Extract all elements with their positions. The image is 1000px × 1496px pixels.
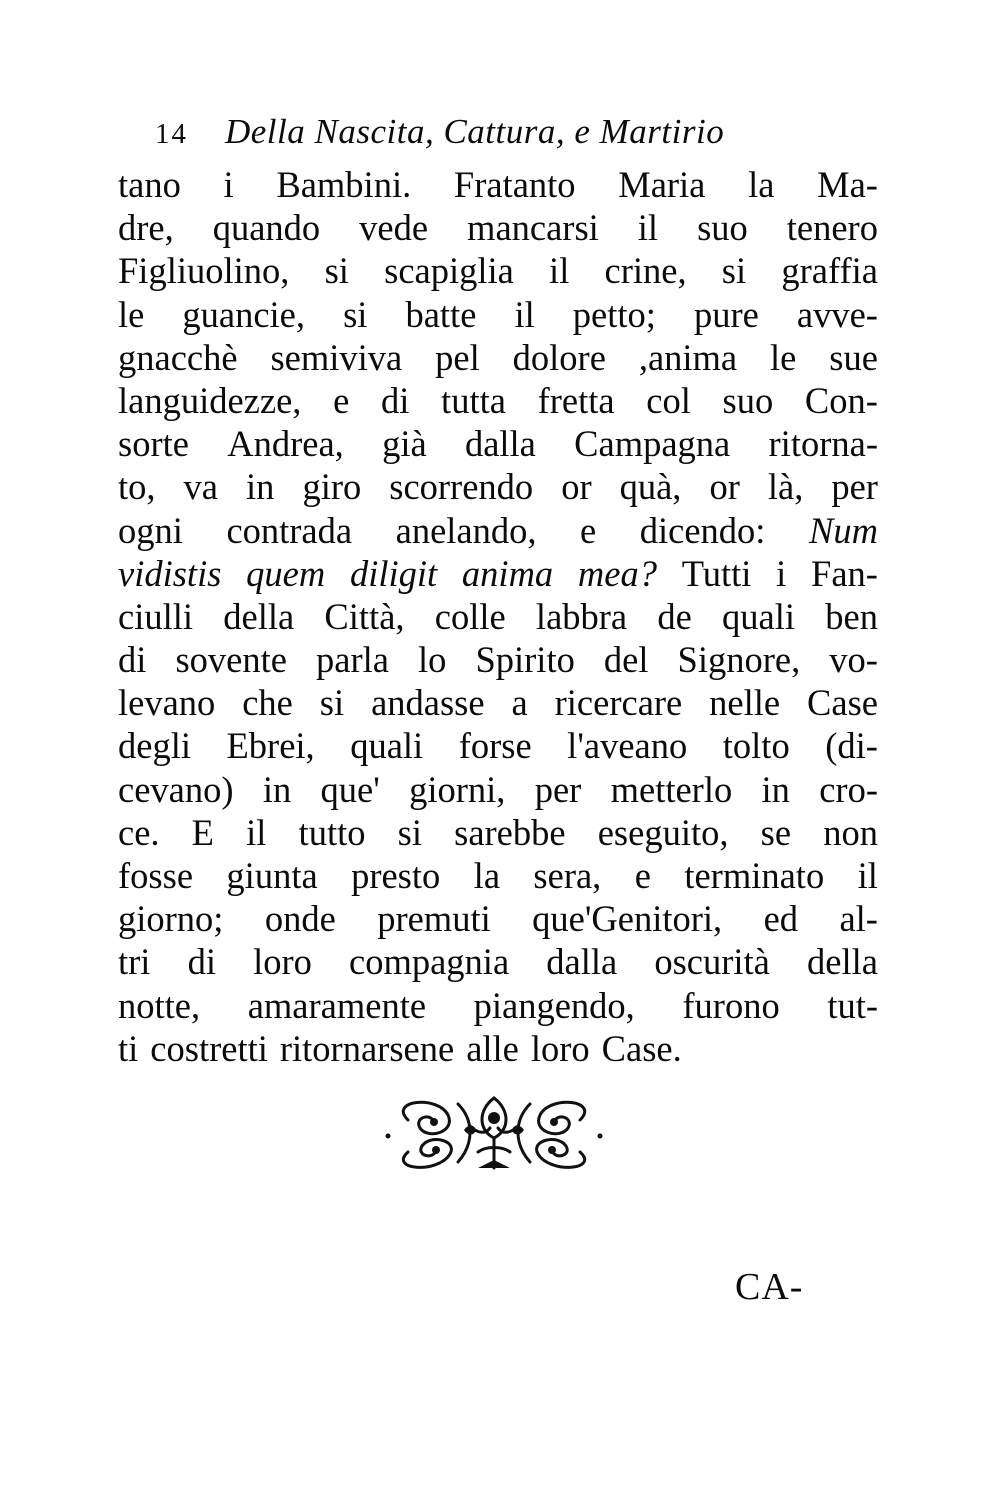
word: non	[823, 811, 878, 853]
word: ti	[118, 1027, 139, 1069]
word: Signore,	[677, 639, 801, 681]
word: si	[324, 250, 349, 292]
word: della	[223, 595, 295, 637]
text-line	[118, 293, 878, 336]
word: Ma-	[817, 164, 878, 205]
word: tano	[118, 164, 181, 205]
word: si	[343, 293, 368, 335]
word: del	[603, 639, 649, 681]
word: in	[761, 768, 790, 810]
word: costretti	[150, 1027, 268, 1069]
word: si	[397, 811, 422, 853]
word: que'Genitori,	[532, 898, 723, 940]
word: Ebrei,	[226, 725, 315, 767]
word: ed	[763, 898, 799, 940]
word: dalla	[464, 423, 536, 465]
word: anima	[461, 552, 554, 594]
word: cevano)	[118, 768, 234, 810]
word: Bambini.	[276, 164, 412, 205]
word: degli	[118, 725, 191, 767]
word: in	[262, 768, 292, 810]
word: gnacchè	[118, 336, 238, 378]
word: e	[634, 855, 651, 896]
word: giro	[302, 466, 362, 508]
text-line	[118, 422, 878, 465]
page-number: 14	[155, 118, 188, 150]
word: quali	[722, 595, 796, 637]
word: lo	[418, 639, 447, 681]
word: là,	[767, 466, 804, 508]
word: della	[807, 941, 878, 983]
text-line	[118, 811, 878, 854]
word: fretta	[537, 379, 615, 421]
word: batte	[405, 293, 477, 335]
word: tutto	[298, 811, 366, 853]
word: tri	[118, 941, 151, 983]
word: dolore	[512, 336, 606, 378]
word: i	[223, 164, 234, 205]
word: avve-	[796, 293, 878, 335]
text-line	[118, 854, 878, 897]
word: Maria	[618, 164, 706, 205]
word: compagnia	[349, 941, 510, 983]
word: or	[561, 466, 592, 508]
word: di	[380, 379, 410, 421]
word: Figliuolino,	[118, 250, 290, 292]
word: dicendo:	[639, 509, 766, 551]
word: il	[549, 250, 570, 292]
word: guancie,	[182, 293, 306, 335]
word: tutta	[441, 379, 506, 421]
body-text	[118, 163, 878, 1070]
word: Città,	[324, 595, 405, 637]
word: giunta	[226, 855, 318, 896]
word: ricercare	[554, 682, 683, 724]
word: e	[333, 379, 350, 421]
word: petto;	[572, 293, 656, 335]
word: le	[118, 293, 145, 335]
word: crine,	[604, 250, 687, 292]
word: eseguito,	[597, 811, 729, 853]
text-line	[118, 379, 878, 422]
word: il	[514, 293, 535, 335]
word: Case	[807, 682, 878, 724]
running-head	[155, 112, 855, 158]
word: fosse	[118, 855, 194, 896]
word: mea?	[577, 552, 657, 594]
word: ce.	[118, 811, 160, 853]
word: a	[511, 682, 528, 724]
word: sarebbe	[454, 811, 566, 853]
text-line	[118, 984, 878, 1027]
word: notte,	[118, 984, 201, 1026]
word: il	[637, 207, 659, 249]
word: già	[382, 423, 427, 465]
word: amaramente	[247, 984, 427, 1026]
word: Fratanto	[453, 164, 576, 205]
floral-tailpiece-ornament-icon	[378, 1090, 610, 1174]
word: Andrea,	[227, 423, 344, 465]
text-line	[118, 1027, 878, 1070]
word: ritorna-	[768, 423, 878, 465]
word: e	[580, 509, 597, 551]
word: col	[646, 379, 691, 421]
word: loro	[253, 941, 312, 983]
text-line	[118, 465, 878, 508]
running-title: Della Nascita, Cattura, e Martirio	[225, 112, 725, 151]
text-line	[118, 552, 878, 595]
word: pel	[435, 336, 480, 378]
text-line	[118, 724, 878, 767]
text-line	[118, 897, 878, 940]
word: loro	[530, 1027, 590, 1069]
text-line	[118, 638, 878, 681]
word: le	[770, 336, 797, 378]
text-line	[118, 595, 878, 638]
word: diligit	[349, 552, 438, 594]
word: di	[187, 941, 216, 983]
word: graffia	[781, 250, 878, 292]
word: contrada	[226, 509, 353, 551]
word: de	[657, 595, 692, 637]
word: vede	[359, 207, 429, 249]
word: tolto	[722, 725, 790, 767]
word: Spirito	[475, 639, 575, 681]
text-line	[118, 206, 878, 249]
word: pure	[693, 293, 759, 335]
word: ben	[825, 595, 878, 637]
word: i	[776, 552, 787, 594]
word: parla	[316, 639, 389, 681]
word: presto	[351, 855, 441, 896]
word: ogni	[118, 509, 183, 551]
word: ritornarsene	[279, 1027, 455, 1069]
word: al-	[839, 898, 878, 940]
word: furono	[682, 984, 780, 1026]
word: forse	[458, 725, 532, 767]
word: Campagna	[574, 423, 731, 465]
catchword: CA-	[735, 1266, 804, 1308]
word: onde	[264, 898, 336, 940]
word: semiviva	[270, 336, 403, 378]
word: que'	[320, 768, 380, 810]
word: se	[760, 811, 792, 853]
word: scorrendo	[389, 466, 534, 508]
word: la	[473, 855, 501, 896]
word: nelle	[709, 682, 781, 724]
word: cro-	[819, 768, 878, 810]
word: scapiglia	[384, 250, 514, 292]
word: languidezze,	[118, 379, 302, 421]
word: quando	[212, 207, 321, 249]
word: mancarsi	[467, 207, 599, 249]
word: sorte	[118, 423, 189, 465]
word: Num	[808, 509, 878, 551]
word: per	[831, 466, 878, 508]
word: quem	[246, 552, 326, 594]
word: per	[534, 768, 582, 810]
word: in	[246, 466, 275, 508]
text-line	[118, 768, 878, 811]
word: ,anima	[638, 336, 738, 378]
word: Tutti	[681, 552, 752, 594]
word: l'aveano	[567, 725, 688, 767]
word: or	[709, 466, 740, 508]
word: E	[191, 811, 214, 853]
word: il	[246, 811, 267, 853]
word: metterlo	[610, 768, 733, 810]
word: tenero	[786, 207, 878, 249]
word: va	[183, 466, 218, 508]
word: levano	[118, 682, 216, 724]
text-line	[118, 940, 878, 983]
word: suo	[722, 379, 774, 421]
word: dalla	[546, 941, 618, 983]
word: oscurità	[654, 941, 770, 983]
word: si	[721, 250, 747, 292]
word: colle	[434, 595, 506, 637]
text-line	[118, 336, 878, 379]
word: vidistis	[118, 552, 222, 594]
word: quali	[350, 725, 424, 767]
word: tut-	[827, 984, 878, 1026]
word: labbra	[535, 595, 628, 637]
word: quà,	[619, 466, 682, 508]
word: piangendo,	[473, 984, 635, 1026]
word: anelando,	[395, 509, 537, 551]
word: giorno;	[118, 898, 224, 940]
word: Case.	[601, 1027, 682, 1069]
word: il	[857, 855, 878, 896]
text-line	[118, 249, 878, 292]
word: la	[748, 164, 775, 205]
word: Fan-	[811, 552, 878, 594]
word: Con-	[804, 379, 878, 421]
text-line	[118, 163, 878, 206]
word: ciulli	[118, 595, 194, 637]
word: che	[242, 682, 293, 724]
text-line	[118, 681, 878, 724]
word: suo	[697, 207, 748, 249]
word: si	[319, 682, 345, 724]
word: dre,	[118, 207, 174, 249]
word: sovente	[175, 639, 287, 681]
text-line	[118, 509, 878, 552]
word: vo-	[829, 639, 878, 681]
word: terminato	[684, 855, 825, 896]
word: sue	[829, 336, 878, 378]
word: alle	[466, 1027, 519, 1069]
word: giorni,	[409, 768, 506, 810]
word: to,	[118, 466, 156, 508]
word: sera,	[533, 855, 602, 896]
word: (di-	[825, 725, 878, 767]
word: andasse	[371, 682, 485, 724]
word: di	[118, 639, 147, 681]
word: premuti	[377, 898, 491, 940]
